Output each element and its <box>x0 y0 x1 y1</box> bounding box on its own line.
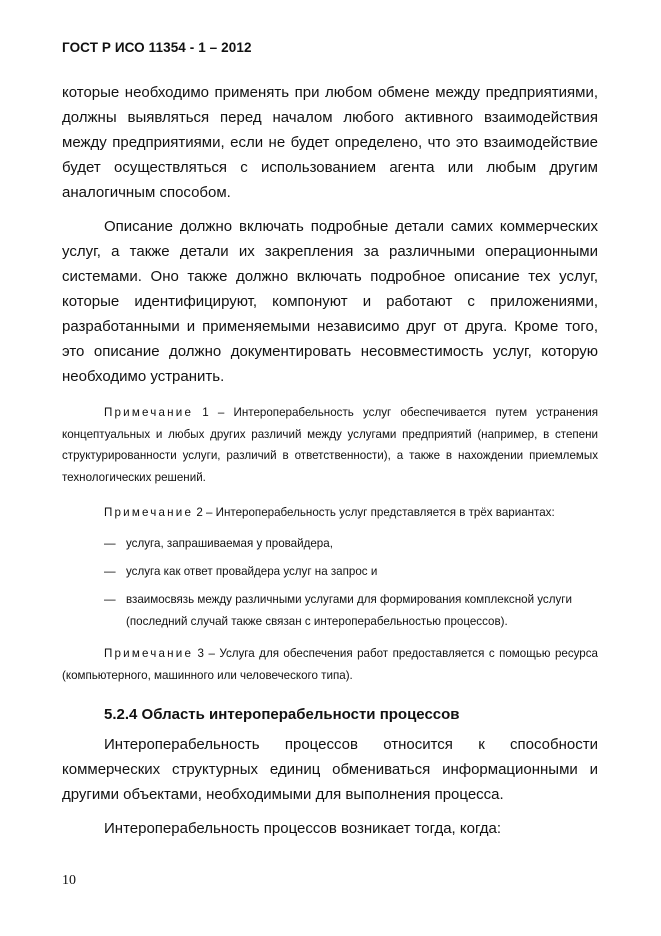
list-item <box>104 535 333 553</box>
section-paragraph-2: Интероперабельность процессов возникает тогда, когда: <box>104 820 502 837</box>
document-header: ГОСТ Р ИСО 11354 - 1 – 2012 <box>62 40 252 55</box>
paragraph-2: Описание должно включать подробные детали самих коммерческих услуг, а также детали их закрепления за различными операционными системами. Оно также должно включать подробное описание тех услуг, которые идентифицируют, компонуют и работают с приложениями, разработанными и применяемыми независимо друг от друга. Кроме того, это описание должно документировать несовместимость услуг, которую необходимо устранить. <box>62 218 598 385</box>
note-2 <box>62 502 598 524</box>
note-3-text: 3 – Услуга для обеспечения работ предоставляется с помощью ресурса (компьютерного, машинного или человеческого типа). <box>62 647 598 682</box>
list-item-text: услуга как ответ провайдера услуг на запрос и <box>126 565 378 578</box>
section-paragraph-1: Интероперабельность процессов относится к способности коммерческих структурных единиц обмениваться информационными и другими объектами, необходимыми для выполнения процесса. <box>62 736 598 803</box>
dash-bullet: — <box>104 537 116 550</box>
note-1-label: Примечание <box>104 406 194 419</box>
note-3-label: Примечание <box>104 647 194 660</box>
dash-bullet: — <box>104 593 116 606</box>
paragraph-1: которые необходимо применять при любом обмене между предприятиями, должны выявляться перед началом любого активного взаимодействия между предприятиями, если не будет определено, что это взаимодействие будет осуществляться с использованием агента или любым другим аналогичным способом. <box>62 84 598 201</box>
note-1 <box>62 402 598 488</box>
dash-bullet: — <box>104 565 116 578</box>
list-item-text: услуга, запрашиваемая у провайдера, <box>126 537 333 550</box>
note-2-label: Примечание <box>104 506 194 519</box>
section-heading: 5.2.4 Область интероперабельности процессов <box>104 706 460 723</box>
note-3 <box>62 643 598 686</box>
note-1-text: 1 – Интероперабельность услуг обеспечивается путем устранения концептуальных и любых других различий между услугами предприятий (например, в степени структурированности услуги, различий в ответственности), а также в нахождении приемлемых технологических решений. <box>62 406 598 484</box>
note-2-continuation: (последний случай также связан с интероперабельностью процессов). <box>126 615 508 628</box>
note-2-text: 2 – Интероперабельность услуг представляется в трёх вариантах: <box>193 506 555 519</box>
page-number: 10 <box>62 873 76 888</box>
list-item <box>104 563 377 581</box>
list-item-text: взаимосвязь между различными услугами для формирования комплексной услуги <box>126 593 572 606</box>
list-item <box>104 591 572 609</box>
